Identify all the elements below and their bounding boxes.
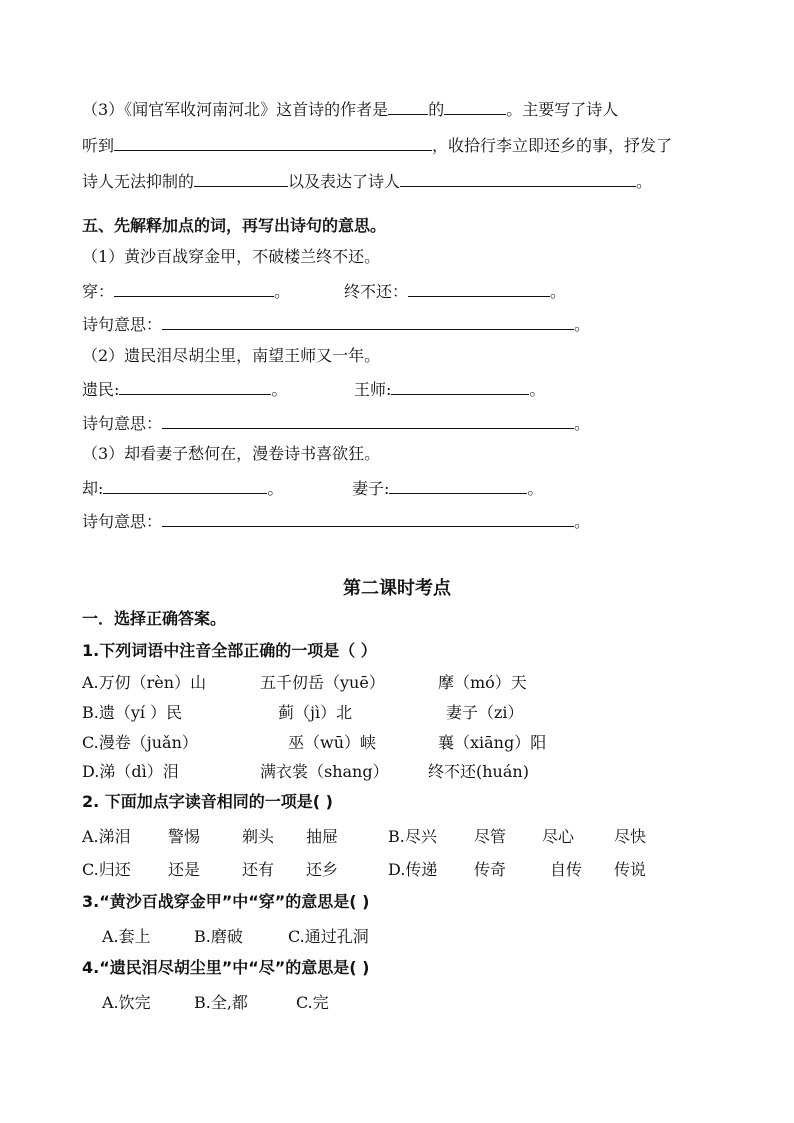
- q3-text-b: 的: [428, 100, 445, 119]
- blank-zhongbuhuan[interactable]: [408, 280, 550, 297]
- q1-option-d-3: 终不还(huán): [428, 762, 529, 781]
- word-wangshi-label: 王师:: [354, 380, 392, 399]
- poem-line-3: （3）却看妻子愁何在，漫卷诗书喜欲狂。: [82, 444, 381, 463]
- q3-text-h: 。: [636, 172, 653, 191]
- q3-text-f: 诗人无法抑制的: [82, 172, 195, 191]
- section1-title: 一．选择正确答案。: [82, 609, 227, 628]
- blank-meaning-1[interactable]: [162, 313, 574, 330]
- p3-word-row-2: 妻子: 。: [352, 479, 544, 498]
- question-1: 1.下列词语中注音全部正确的一项是（ ）: [82, 641, 377, 660]
- q1-option-c-2: 巫（wū）峡: [288, 733, 377, 752]
- q2-word: 自传: [550, 860, 583, 879]
- word-yimin-label: 遗民:: [82, 380, 120, 399]
- q3-text-a: （3）《闻官军收河南河北》这首诗的作者是: [82, 100, 389, 119]
- q3-text-e: ，收拾行李立即还乡的事，抒发了: [432, 136, 673, 155]
- meaning-label: 诗句意思：: [82, 512, 163, 531]
- q3-line-2: [82, 134, 672, 157]
- q2-word: 尽管: [474, 827, 507, 846]
- p2-word-row: 遗民: 。: [82, 380, 288, 399]
- q1-option-c-3: 襄（xiāng）阳: [438, 733, 547, 752]
- meaning-label: 诗句意思：: [82, 315, 163, 334]
- q2-option-d[interactable]: D.传递: [388, 860, 438, 879]
- q4-option-c[interactable]: C.完: [296, 993, 329, 1012]
- lesson2-title: 第二课时考点: [343, 578, 451, 599]
- q3-text-c: 。主要写了诗人: [506, 100, 619, 119]
- blank-wangshi[interactable]: [391, 378, 529, 395]
- poem-line-1: （1）黄沙百战穿金甲，不破楼兰终不还。: [82, 247, 381, 266]
- blank-chuan[interactable]: [114, 280, 274, 297]
- q2-option-a[interactable]: A.涕泪: [82, 827, 131, 846]
- blank-que[interactable]: [103, 477, 267, 494]
- q3-option-a[interactable]: A.套上: [102, 927, 151, 946]
- q3-option-c[interactable]: C.通过孔洞: [288, 927, 369, 946]
- q1-option-b-2: 蓟（jì）北: [278, 703, 353, 722]
- question-3: 3.“黄沙百战穿金甲”中“穿”的意思是( ): [82, 892, 370, 911]
- q3-line-3: [82, 170, 652, 193]
- word-qizi-label: 妻子:: [352, 479, 390, 498]
- p3-word-row: 却: 。: [82, 479, 284, 498]
- q3-line-1: [82, 98, 618, 121]
- q1-option-c-1[interactable]: C.漫卷（juǎn）: [82, 733, 198, 752]
- blank-expression[interactable]: [400, 170, 636, 187]
- word-chuan-label: 穿：: [82, 282, 115, 301]
- q2-word: 尽快: [614, 827, 647, 846]
- q1-option-b-3: 妻子（zi）: [446, 703, 524, 722]
- q1-option-a-3: 摩（mó）天: [438, 673, 527, 692]
- question-2: 2. 下面加点字读音相同的一项是( ): [82, 792, 333, 811]
- q1-option-a-2: 五千仞岳（yuē）: [260, 673, 385, 692]
- q2-word: 传说: [614, 860, 647, 879]
- p1-meaning-row: 诗句意思： 。: [82, 315, 591, 334]
- blank-heard[interactable]: [114, 134, 432, 151]
- blank-emotion[interactable]: [194, 170, 288, 187]
- blank-author-desc[interactable]: [444, 98, 506, 115]
- q1-option-d-2: 满衣裳（shang）: [260, 762, 389, 781]
- p3-meaning-row: 诗句意思： 。: [82, 512, 591, 531]
- q2-word: 抽屉: [306, 827, 339, 846]
- word-zhongbuhuan-label: 终不还：: [344, 282, 409, 301]
- word-que-label: 却:: [82, 479, 104, 498]
- question-4: 4.“遗民泪尽胡尘里”中“尽”的意思是( ): [82, 958, 370, 977]
- q3-text-g: 以及表达了诗人: [288, 172, 401, 191]
- q4-option-a[interactable]: A.饮完: [102, 993, 151, 1012]
- section5-title: 五、先解释加点的词，再写出诗句的意思。: [82, 216, 387, 235]
- p2-word-row-2: 王师: 。: [354, 380, 546, 399]
- q2-word: 剃头: [242, 827, 275, 846]
- q2-word: 还乡: [306, 860, 339, 879]
- q1-option-a-1[interactable]: A.万仞（rèn）山: [82, 673, 207, 692]
- blank-qizi[interactable]: [389, 477, 527, 494]
- poem-line-2: （2）遗民泪尽胡尘里，南望王师又一年。: [82, 346, 381, 365]
- p1-word-row-2: 终不还： 。: [344, 282, 567, 301]
- blank-meaning-2[interactable]: [162, 412, 574, 429]
- q2-word: 还是: [168, 860, 201, 879]
- blank-meaning-3[interactable]: [162, 510, 574, 527]
- q2-word: 还有: [242, 860, 275, 879]
- blank-yimin[interactable]: [119, 378, 271, 395]
- q3-text-d: 听到: [82, 136, 115, 155]
- q1-option-d-1[interactable]: D.涕（dì）泪: [82, 762, 179, 781]
- q2-word: 尽心: [542, 827, 575, 846]
- q3-option-b[interactable]: B.磨破: [194, 927, 243, 946]
- blank-author[interactable]: [388, 98, 428, 115]
- q2-option-c[interactable]: C.归还: [82, 860, 131, 879]
- p2-meaning-row: 诗句意思： 。: [82, 414, 591, 433]
- q4-option-b[interactable]: B.全,都: [194, 993, 248, 1012]
- q1-option-b-1[interactable]: B.遗（yí ）民: [82, 703, 183, 722]
- meaning-label: 诗句意思：: [82, 414, 163, 433]
- p1-word-row: 穿： 。: [82, 282, 291, 301]
- q2-word: 传奇: [474, 860, 507, 879]
- q2-word: 警惕: [168, 827, 201, 846]
- q2-option-b[interactable]: B.尽兴: [388, 827, 437, 846]
